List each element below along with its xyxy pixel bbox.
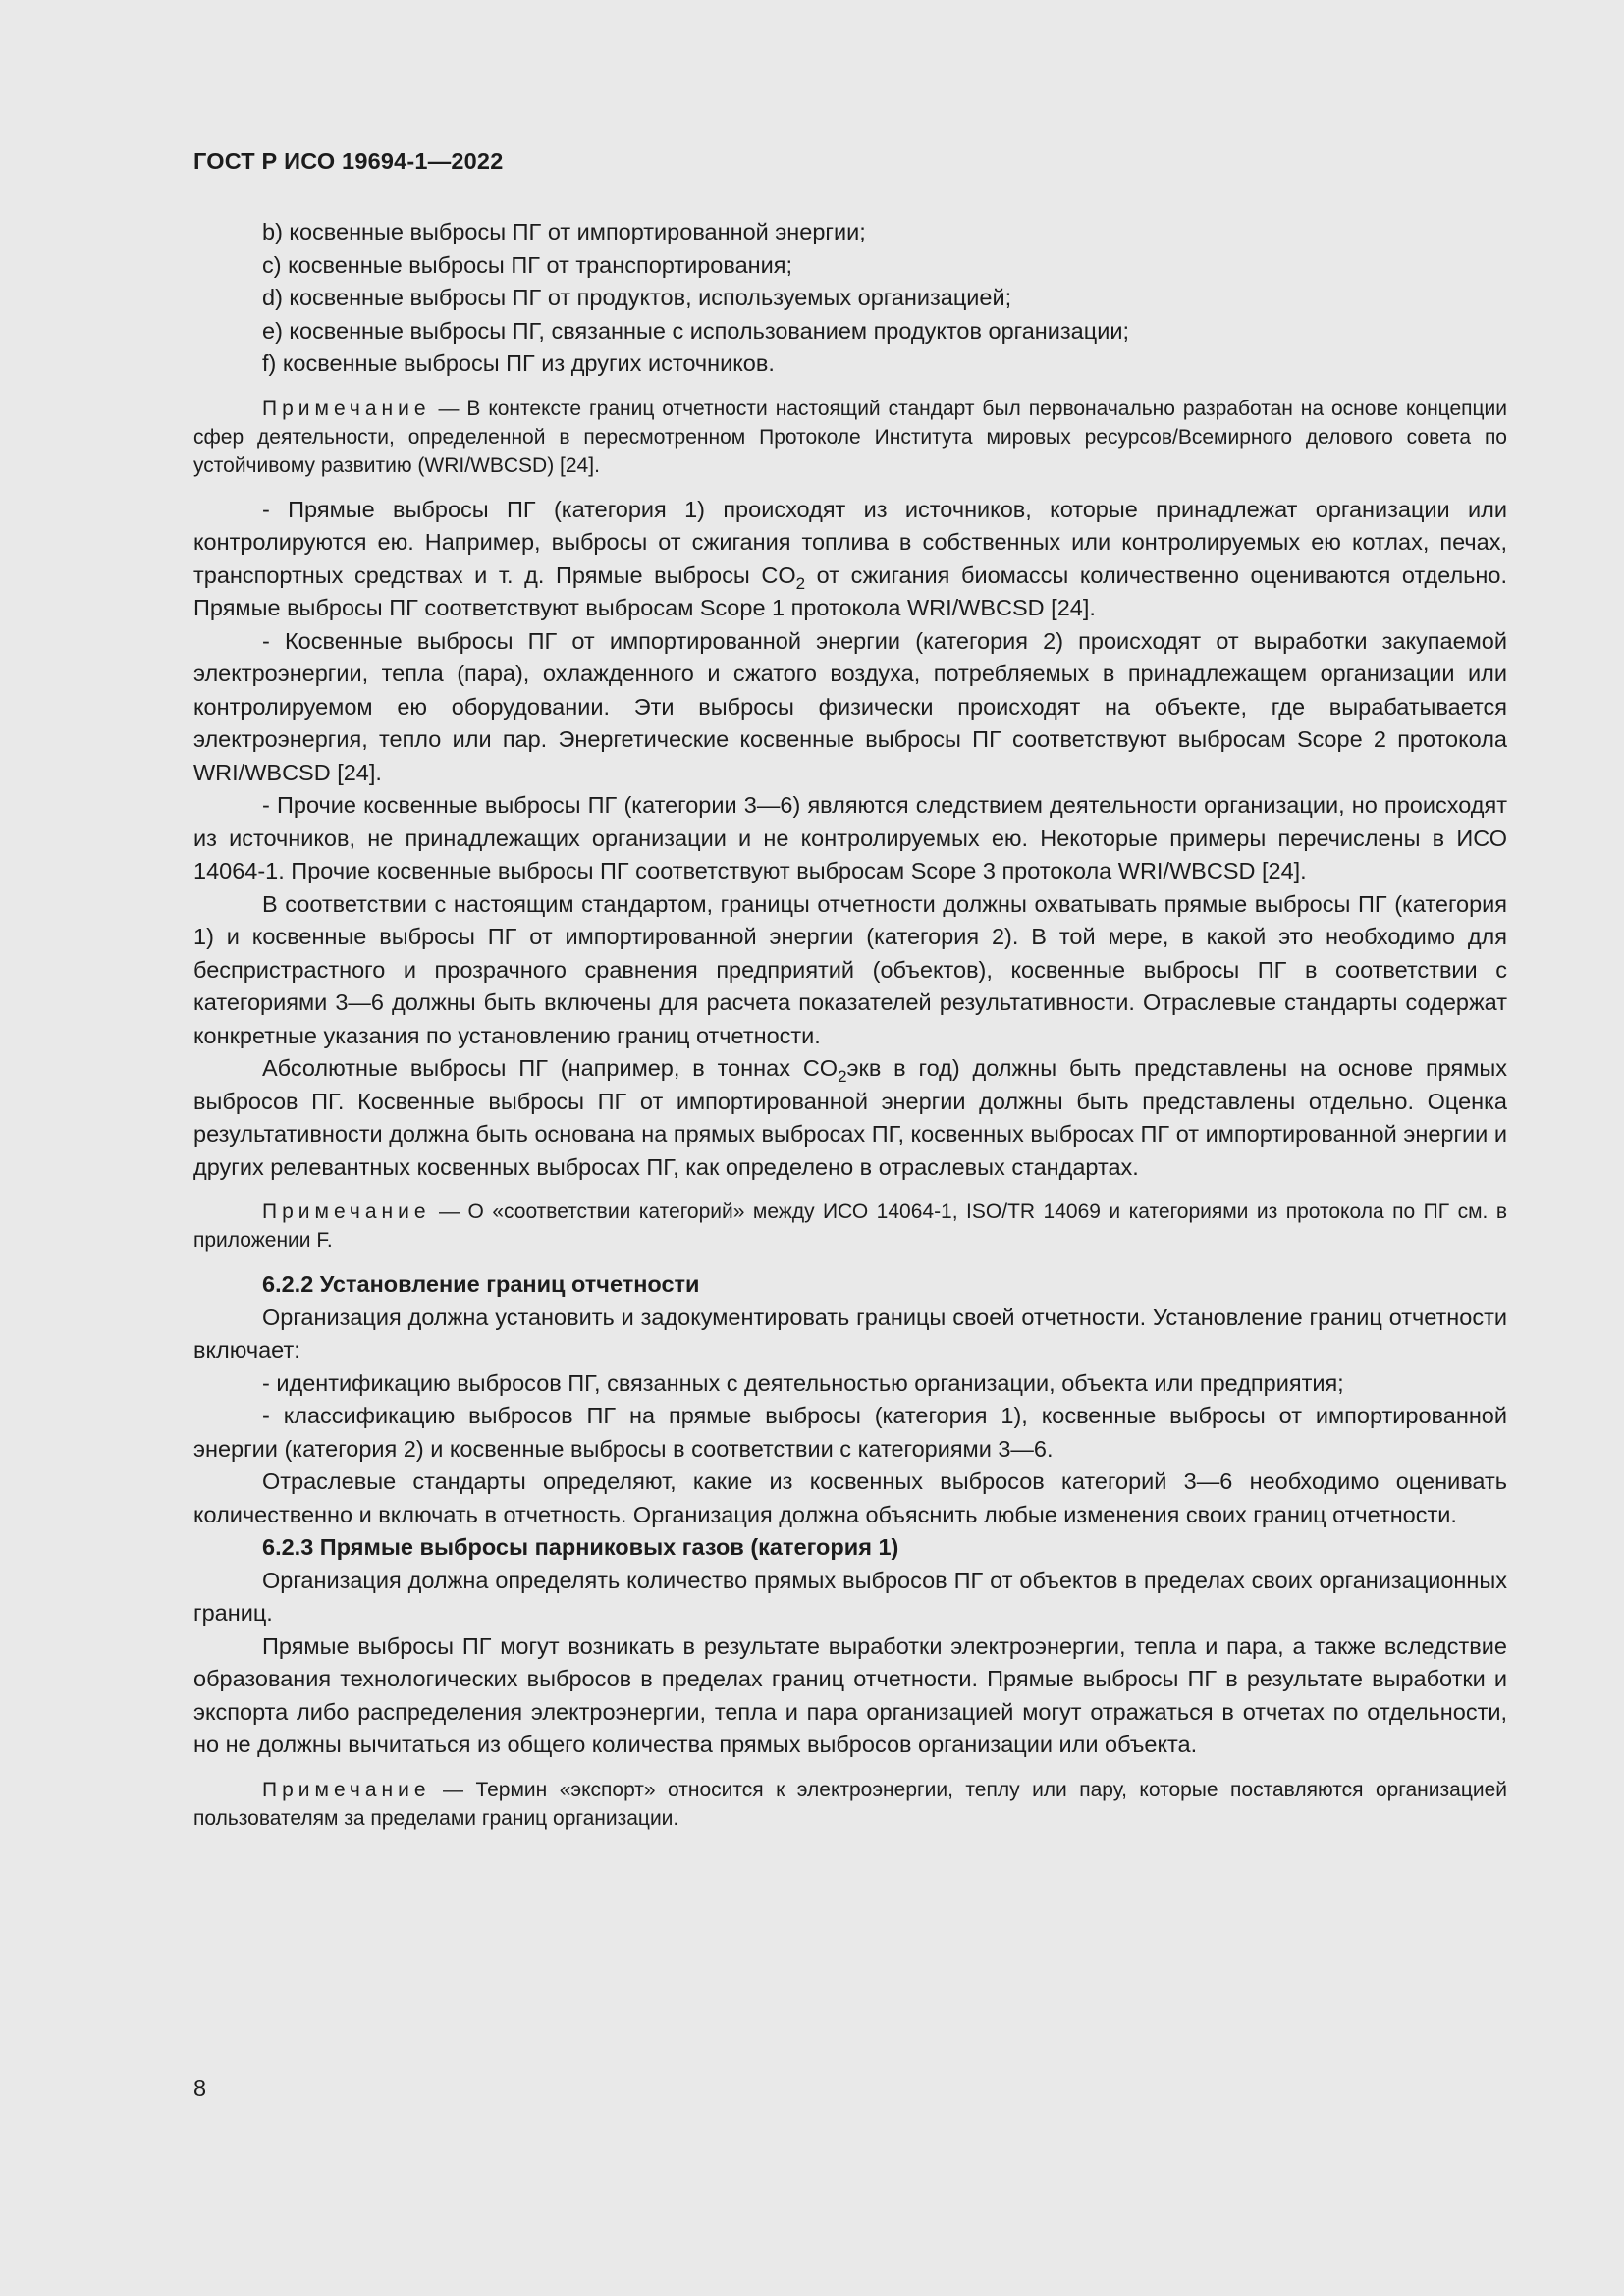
list-item: b) косвенные выбросы ПГ от импортированной энергии; bbox=[262, 219, 866, 244]
paragraph-direct-sources: Прямые выбросы ПГ могут возникать в результате выработки электроэнергии, тепла и пара, а также вследствие образования технологических выбросов в пределах границ отчетности. Прямые выбросы ПГ в результате выработки и экспорта либо распределения электроэнергии, тепла и пара организацией могут отражаться в отчетах по отдельности, но не должны вычитаться из общего количества прямых выбросов организации или объекта. bbox=[193, 1632, 1507, 1757]
note-label: Примечание bbox=[262, 1778, 431, 1801]
list-item: d) косвенные выбросы ПГ от продуктов, используемых организацией; bbox=[262, 285, 1012, 310]
paragraph-direct-emissions bbox=[193, 494, 1507, 625]
paragraph-absolute-emissions bbox=[193, 1052, 1507, 1184]
paragraph-indirect-energy-emissions: - Косвенные выбросы ПГ от импортированной энергии (категория 2) происходят от выработки закупаемой электроэнергии, тепла (пара), охлажденного и сжатого воздуха, потребляемых в принадлежащем организации или контролируемом ею оборудовании. Эти выбросы физически происходят на объекте, где вырабатывается электроэнергия, тепло или пар. Энергетические косвенные выбросы ПГ соответствуют выбросам Scope 2 протокола WRI/WBCSD [24]. bbox=[193, 627, 1507, 785]
paragraph-text: Абсолютные выбросы ПГ (например, в тоннах CO bbox=[262, 1055, 839, 1081]
list-item: e) косвенные выбросы ПГ, связанные с использованием продуктов организации; bbox=[262, 317, 1129, 344]
document-page bbox=[193, 147, 1507, 1846]
paragraph-boundary-item: - классификацию выбросов ПГ на прямые выбросы (категория 1), косвенные выбросы от импортированной энергии (категория 2) и косвенные выбросы в соответствии с категориями 3—6. bbox=[193, 1403, 1507, 1462]
list-item: c) косвенные выбросы ПГ от транспортирования; bbox=[262, 251, 792, 278]
document-header: ГОСТ Р ИСО 19694-1—2022 bbox=[193, 148, 504, 174]
note-scope-concept bbox=[193, 395, 1507, 480]
paragraph-boundary-requirements: В соответствии с настоящим стандартом, границы отчетности должны охватывать прямые выбросы ПГ (категория 1) и косвенные выбросы ПГ от импортированной энергии (категория 2). В той мере, в какой это необходимо для беспристрастного и прозрачного сравнения предприятий (объектов), косвенные выбросы ПГ в соответствии с категориями 3—6 должны быть включены для расчета показателей результативности. Отраслевые стандарты содержат конкретные указания по установлению границ отчетности. bbox=[193, 890, 1507, 1048]
paragraph-boundary-item: - идентификацию выбросов ПГ, связанных с деятельностью организации, объекта или предприятия; bbox=[262, 1369, 1344, 1396]
paragraph-text: от сжигания биомассы количественно оцениваются отдельно. Прямые выбросы ПГ соответствуют выбросам Scope 1 протокола WRI/WBCSD [24]. bbox=[193, 561, 1507, 620]
emission-categories-list bbox=[193, 216, 1507, 381]
paragraph-other-indirect-emissions: - Прочие косвенные выбросы ПГ (категории 3—6) являются следствием деятельности организации, но происходят из источников, не принадлежащих организации и не контролируемых ею. Некоторые примеры перечислены в ИСО 14064-1. Прочие косвенные выбросы ПГ соответствуют выбросам Scope 3 протокола WRI/WBCSD [24]. bbox=[193, 792, 1507, 883]
subscript: 2 bbox=[795, 573, 806, 593]
note-text: — Термин «экспорт» относится к электроэнергии, теплу или пару, которые поставляются организацией пользователям за пределами границ организации. bbox=[193, 1778, 1507, 1830]
section-heading-6-2-2: 6.2.2 Установление границ отчетности bbox=[262, 1271, 700, 1297]
note-text: — О «соответствии категорий» между ИСО 14064-1, ISO/TR 14069 и категориями из протокола по ПГ см. в приложении F. bbox=[193, 1201, 1507, 1252]
paragraph-boundary-intro: Организация должна установить и задокументировать границы своей отчетности. Установление границ отчетности включает: bbox=[193, 1304, 1507, 1362]
list-item: f) косвенные выбросы ПГ из других источников. bbox=[262, 350, 775, 376]
note-label: Примечание bbox=[262, 1201, 431, 1223]
paragraph-industry-standards: Отраслевые стандарты определяют, какие из косвенных выбросов категорий 3—6 необходимо оценивать количественно и включать в отчетность. Организация должна объяснить любые изменения своих границ отчетности. bbox=[193, 1468, 1507, 1527]
note-export-term bbox=[193, 1776, 1507, 1833]
note-text: — В контексте границ отчетности настоящий стандарт был первоначально разработан на основе концепции сфер деятельности, определенной в пересмотренном Протоколе Института мировых ресурсов/Всемирного делового совета по устойчивому развитию (WRI/WBCSD) [24]. bbox=[193, 397, 1507, 477]
note-category-correspondence bbox=[193, 1198, 1507, 1255]
paragraph-text: - Прямые выбросы ПГ (категория 1) происходят из источников, которые принадлежат организации или контролируются ею. Например, выбросы от сжигания топлива в собственных или контролируемых ею котлах, печах, транспортных средствах и т. д. Прямые выбросы CO bbox=[193, 496, 1507, 588]
note-label: Примечание bbox=[262, 397, 431, 420]
paragraph-direct-quantity: Организация должна определять количество прямых выбросов ПГ от объектов в пределах своих организационных границ. bbox=[193, 1567, 1507, 1626]
subscript: 2 bbox=[838, 1067, 847, 1086]
paragraph-text: экв в год) должны быть представлены на основе прямых выбросов ПГ. Косвенные выбросы ПГ от импортированной энергии должны быть представлены отдельно. Оценка результативности должна быть основана на прямых выбросах ПГ, косвенных выбросах ПГ от импортированной энергии и других релевантных косвенных выбросах ПГ, как определено в отраслевых стандартах. bbox=[193, 1055, 1508, 1180]
page-number: 8 bbox=[193, 2075, 207, 2101]
section-heading-6-2-3: 6.2.3 Прямые выбросы парниковых газов (категория 1) bbox=[262, 1534, 899, 1560]
